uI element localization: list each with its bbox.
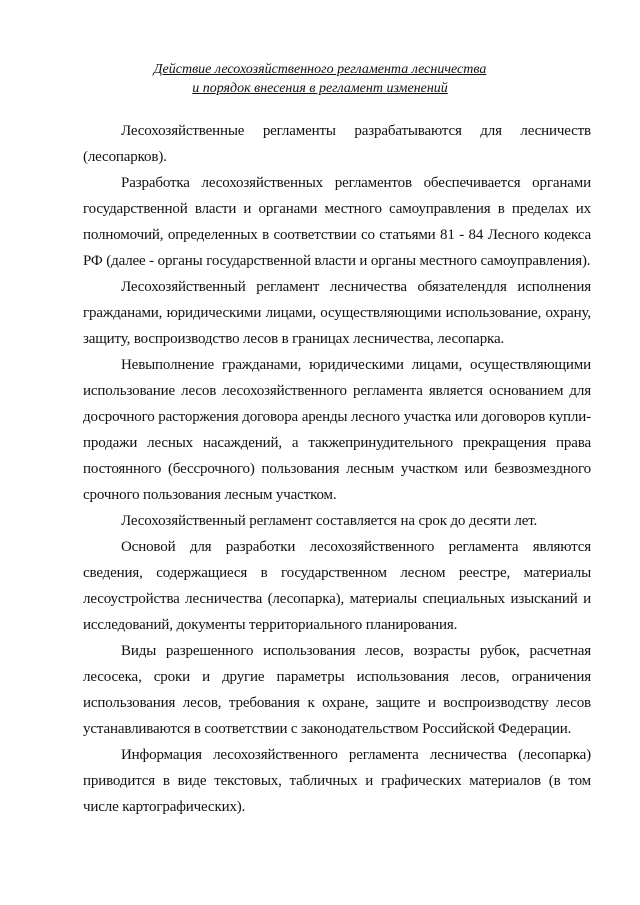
- paragraph-5: Лесохозяйственный регламент составляется на срок до десяти лет.: [121, 513, 538, 529]
- paragraph-3: Лесохозяйственный регламент лесничества обязателендля исполнения гражданами, юридическими лицами, осуществляющими использование, охрану, защиту, воспроизводство лесов в границах лесничества, лесопарка.: [83, 279, 591, 347]
- paragraph-2: Разработка лесохозяйственных регламентов обеспечивается органами государственной власти и органами местного самоуправления в пределах их полномочий, определенных в соответствии со статьями 81 - 84 Лесного кодекса РФ (далее - органы государственной власти и органы местного самоуправления).: [83, 175, 591, 269]
- document-title: [80, 60, 560, 98]
- paragraph-4: Невыполнение гражданами, юридическими лицами, осуществляющими использование лесов лесохозяйственного регламента является основанием для досрочного расторжения договора аренды лесного участка или договоров купли-продажи лесных насаждений, а такжепринудительного прекращения права постоянного (бессрочного) пользования лесным участком или безвозмездного срочного пользования лесным участком.: [83, 357, 591, 503]
- title-line-1: Действие лесохозяйственного регламента лесничества: [153, 62, 487, 77]
- document-body: [83, 118, 591, 820]
- title-line-2: и порядок внесения в регламент изменений: [192, 81, 448, 96]
- paragraph-1: Лесохозяйственные регламенты разрабатываются для лесничеств (лесопарков).: [83, 123, 591, 165]
- paragraph-6: Основой для разработки лесохозяйственного регламента являются сведения, содержащиеся в государственном лесном реестре, материалы лесоустройства лесничества (лесопарка), материалы специальных изысканий и исследований, документы территориального планирования.: [83, 539, 591, 633]
- paragraph-8: Информация лесохозяйственного регламента лесничества (лесопарка) приводится в виде текстовых, табличных и графических материалов (в том числе картографических).: [83, 747, 591, 815]
- paragraph-7: Виды разрешенного использования лесов, возрасты рубок, расчетная лесосека, сроки и другие параметры использования лесов, ограничения использования лесов, требования к охране, защите и воспроизводству лесов устанавливаются в соответствии с законодательством Российской Федерации.: [83, 643, 591, 737]
